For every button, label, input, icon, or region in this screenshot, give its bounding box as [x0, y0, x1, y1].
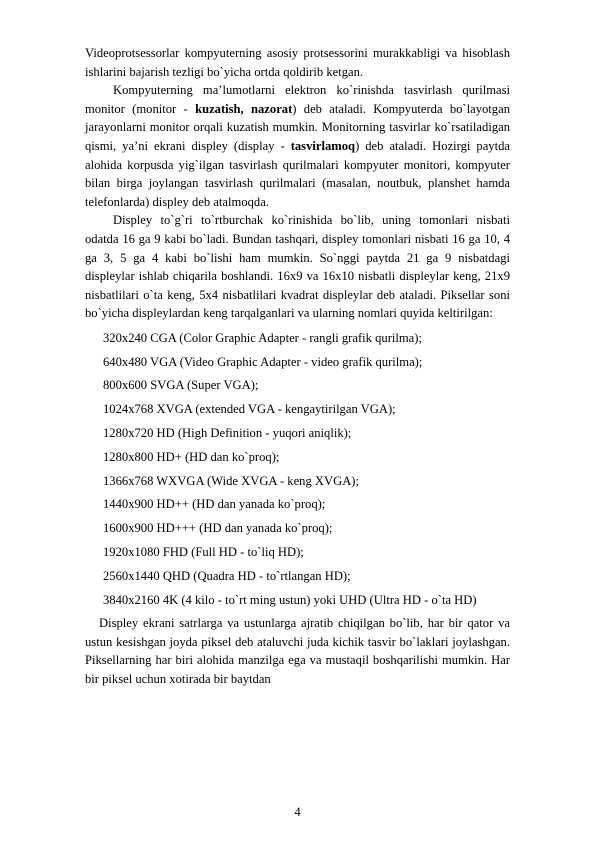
monitor-term-bold: kuzatish, nazorat	[195, 101, 293, 116]
resolution-item: 1440x900 HD++ (HD dan yanada ko`proq);	[103, 497, 326, 512]
resolution-item: 1280x800 HD+ (HD dan ko`proq);	[103, 449, 280, 464]
monitor-text-part-2: ) deb ataladi. Kompyuterda bo`layotgan jarayonlarni monitor orqali kuzatish mumkin. Monitorning tasvirlar ko`rsatiladigan qismi, ya’ni ekrani displey (display -	[85, 101, 510, 153]
resolution-item: 3840x2160 4K (4 kilo - to`rt ming ustun) yoki UHD (Ultra HD - o`ta HD)	[103, 592, 477, 607]
paragraph-pixels: Displey ekrani satrlarga va ustunlarga ajratib chiqilgan bo`lib, har bir qator va ustun kesishgan joyda piksel deb ataluvchi juda kichik tasvir bo`laklari joylashgan. Piksellarning har biri alohida manzilga ega va mustaqil boshqarilishi mumkin. Har bir piksel uchun xotirada bir baytdan	[85, 616, 510, 687]
display-term-bold: tasvirlamoq	[290, 138, 356, 153]
resolution-item: 640x480 VGA (Video Graphic Adapter - video grafik qurilma);	[103, 354, 423, 369]
resolution-list	[85, 329, 510, 609]
resolution-item: 1920x1080 FHD (Full HD - to`liq HD);	[103, 544, 304, 559]
resolution-item: 2560x1440 QHD (Quadra HD - to`rtlangan HD);	[103, 568, 351, 583]
resolution-item: 1024x768 XVGA (extended VGA - kengaytirilgan VGA);	[103, 402, 396, 417]
resolution-item: 1600x900 HD+++ (HD dan yanada ko`proq);	[103, 521, 333, 536]
resolution-item: 1366x768 WXVGA (Wide XVGA - keng XVGA);	[103, 473, 360, 488]
paragraph-monitor-definition	[85, 81, 510, 211]
resolution-item: 800x600 SVGA (Super VGA);	[103, 378, 259, 393]
page-number: 4	[294, 805, 301, 819]
resolution-item: 320x240 CGA (Color Graphic Adapter - rangli grafik qurilma);	[103, 330, 422, 345]
monitor-text-part-1: Kompyuterning ma’lumotlarni elektron ko`rinishda tasvirlash qurilmasi monitor (monitor -	[85, 83, 510, 116]
monitor-text-part-3: ) deb ataladi. Hozirgi paytda alohida korpusda yig`ilgan tasvirlash qurilmalari kompyuter monitori, kompyuter bilan birga joylangan tasvirlash qurilmalari (masalan, noutbuk, planshet hamda telefonlarda) displey deb atalmoqda.	[85, 138, 510, 209]
page-content	[85, 44, 510, 689]
resolution-item: 1280x720 HD (High Definition - yuqori aniqlik);	[103, 426, 352, 441]
paragraph-aspect-ratios: Displey to`g`ri to`rtburchak ko`rinishida bo`lib, uning tomonlari nisbati odatda 16 ga 9 kabi bo`ladi. Bundan tashqari, displey tomonlari nisbati 16 ga 10, 4 ga 3, 5 ga 4 kabi bo`lishi ham mumkin. So`nggi paytda 21 ga 9 nisbatdagi displeylar ishlab chiqarila boshlandi. 16x9 va 16x10 nisbatli displeylar keng, 21x9 nisbatlilari o`ta keng, 5x4 nisbatlilari kvadrat displeylar deb ataladi. Piksellar soni bo`yicha displeylardan keng tarqalganlari va ularning nomlari quyida keltirilgan:	[85, 213, 510, 321]
paragraph-videoprocessors: Videoprotsessorlar kompyuterning asosiy protsessorini murakkabligi va hisoblash ishlarini bajarish tezligi bo`yicha ortda qoldirib ketgan.	[85, 46, 510, 79]
